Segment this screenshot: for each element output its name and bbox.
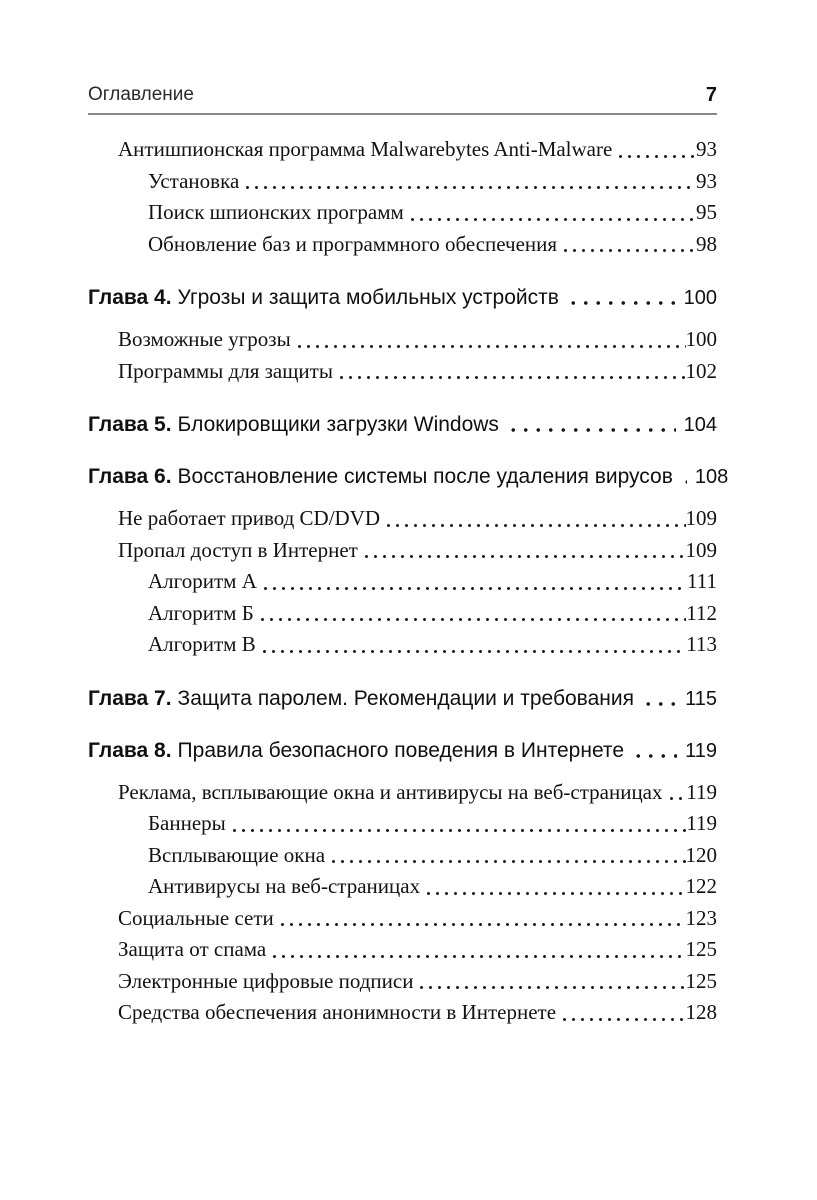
dot-leader [243,185,696,190]
toc-entry-page: 128 [685,1000,717,1024]
toc-entry-page: 122 [685,874,717,898]
dot-leader [230,828,686,833]
toc-entry-title: Алгоритм Б [148,600,254,625]
toc-entry-title: Правила безопасного поведения в Интернете [177,738,624,762]
toc-entry-page: 100 [683,287,717,309]
toc-entry-prefix: Глава 7. [88,686,172,710]
toc-entry-title: Электронные цифровые подписи [118,968,414,993]
toc-entry-prefix: Глава 8. [88,738,172,762]
toc-entry [118,934,717,966]
dot-leader [642,701,677,707]
toc-entry-title: Алгоритм В [148,632,256,656]
toc-entry-page: 120 [685,842,717,867]
dot-leader [337,375,686,380]
toc-entry [118,356,717,388]
dot-leader [424,891,685,896]
toc-entry-prefix: Глава 5. [88,413,172,436]
toc-entry-title: Баннеры [148,811,226,835]
toc-entry-page: 95 [696,200,717,224]
toc-entry-chapter [88,737,717,765]
dot-leader [384,523,685,528]
toc-entry [118,777,717,809]
toc-entry-title: Реклама, всплывающие окна и антивирусы на веб-страницах [118,779,663,804]
toc-entry-title: Защита паролем. Рекомендации и требования [177,686,634,710]
toc-entry-page: 100 [685,327,717,351]
toc-entry [148,808,717,840]
dot-leader [408,217,696,222]
toc-entry-title: Антивирусы на веб-страницах [148,874,421,898]
dot-leader [681,479,687,485]
toc-entry-page: 98 [696,231,717,256]
toc-entry [148,598,717,630]
toc [88,134,729,1029]
toc-entry-title: Пропал доступ в Интернет [118,537,358,562]
toc-entry-title: Установка [148,168,240,193]
toc-entry-title: Защита от спама [118,937,267,961]
toc-entry [118,134,717,166]
dot-leader [560,1017,685,1022]
toc-entry-title: Программы для защиты [118,358,333,383]
toc-entry-title: Средства обеспечения анонимности в Интернете [118,1000,557,1024]
toc-entry-title: Возможные угрозы [118,327,291,351]
dot-leader [667,796,687,801]
dot-leader [507,427,676,433]
toc-entry-page: 111 [687,569,717,593]
toc-entry [118,997,717,1029]
dot-leader [270,954,685,959]
toc-entry-chapter [88,463,729,491]
toc-entry-page: 119 [686,811,717,835]
toc-entry-page: 109 [685,537,717,562]
page-title: Оглавление [88,84,194,105]
dot-leader [417,985,685,990]
toc-entry-page: 112 [686,600,717,625]
toc-entry-title: Алгоритм А [148,569,257,593]
toc-entry [148,871,717,903]
dot-leader [329,859,685,864]
toc-entry-page: 119 [686,779,717,804]
running-head [88,84,717,115]
toc-entry-chapter [88,685,717,713]
toc-entry [118,903,717,935]
toc-entry-title: Всплывающие окна [148,842,326,867]
toc-entry [118,966,717,998]
toc-entry [118,324,717,356]
toc-entry [148,629,717,661]
toc-entry-prefix: Глава 6. [88,465,172,488]
toc-entry-prefix: Глава 4. [88,286,172,309]
dot-leader [295,344,686,349]
toc-entry-title: Антишпионская программа Malwarebytes Anti-Malware [118,137,613,161]
toc-entry-title: Восстановление системы после удаления вирусов [177,465,673,488]
toc-entry-page: 115 [685,687,717,710]
toc-entry-page: 125 [685,937,717,961]
toc-entry [148,229,717,261]
toc-entry-page: 119 [685,739,717,762]
toc-entry [148,197,717,229]
toc-entry-page: 93 [696,137,717,161]
toc-entry-page: 109 [685,506,717,530]
toc-entry [148,566,717,598]
toc-entry-title: Обновление баз и программного обеспечения [148,231,558,256]
dot-leader [616,154,696,159]
toc-entry-title: Угрозы и защита мобильных устройств [177,286,559,309]
toc-entry [148,166,717,198]
toc-entry-title: Блокировщики загрузки Windows [177,413,499,436]
dot-leader [561,248,696,253]
toc-entry-title: Социальные сети [118,905,274,930]
dot-leader [260,649,687,654]
toc-entry-page: 104 [683,414,717,436]
toc-entry-chapter [88,284,717,312]
toc-entry-chapter [88,411,717,439]
dot-leader [362,554,686,559]
toc-entry [148,840,717,872]
toc-entry-page: 108 [694,466,729,488]
toc-entry [118,535,717,567]
dot-leader [258,617,687,622]
toc-entry-page: 123 [685,905,717,930]
toc-entry-title: Поиск шпионских программ [148,200,404,224]
toc-entry-page: 93 [696,168,717,193]
dot-leader [261,586,687,591]
toc-entry [118,503,717,535]
toc-entry-page: 125 [685,968,717,993]
toc-entry-title: Не работает привод CD/DVD [118,506,381,530]
toc-entry-page: 102 [685,358,717,383]
dot-leader [567,300,676,306]
toc-entry-page: 113 [686,632,717,656]
dot-leader [632,753,677,759]
page-number: 7 [705,84,717,106]
dot-leader [278,922,686,927]
